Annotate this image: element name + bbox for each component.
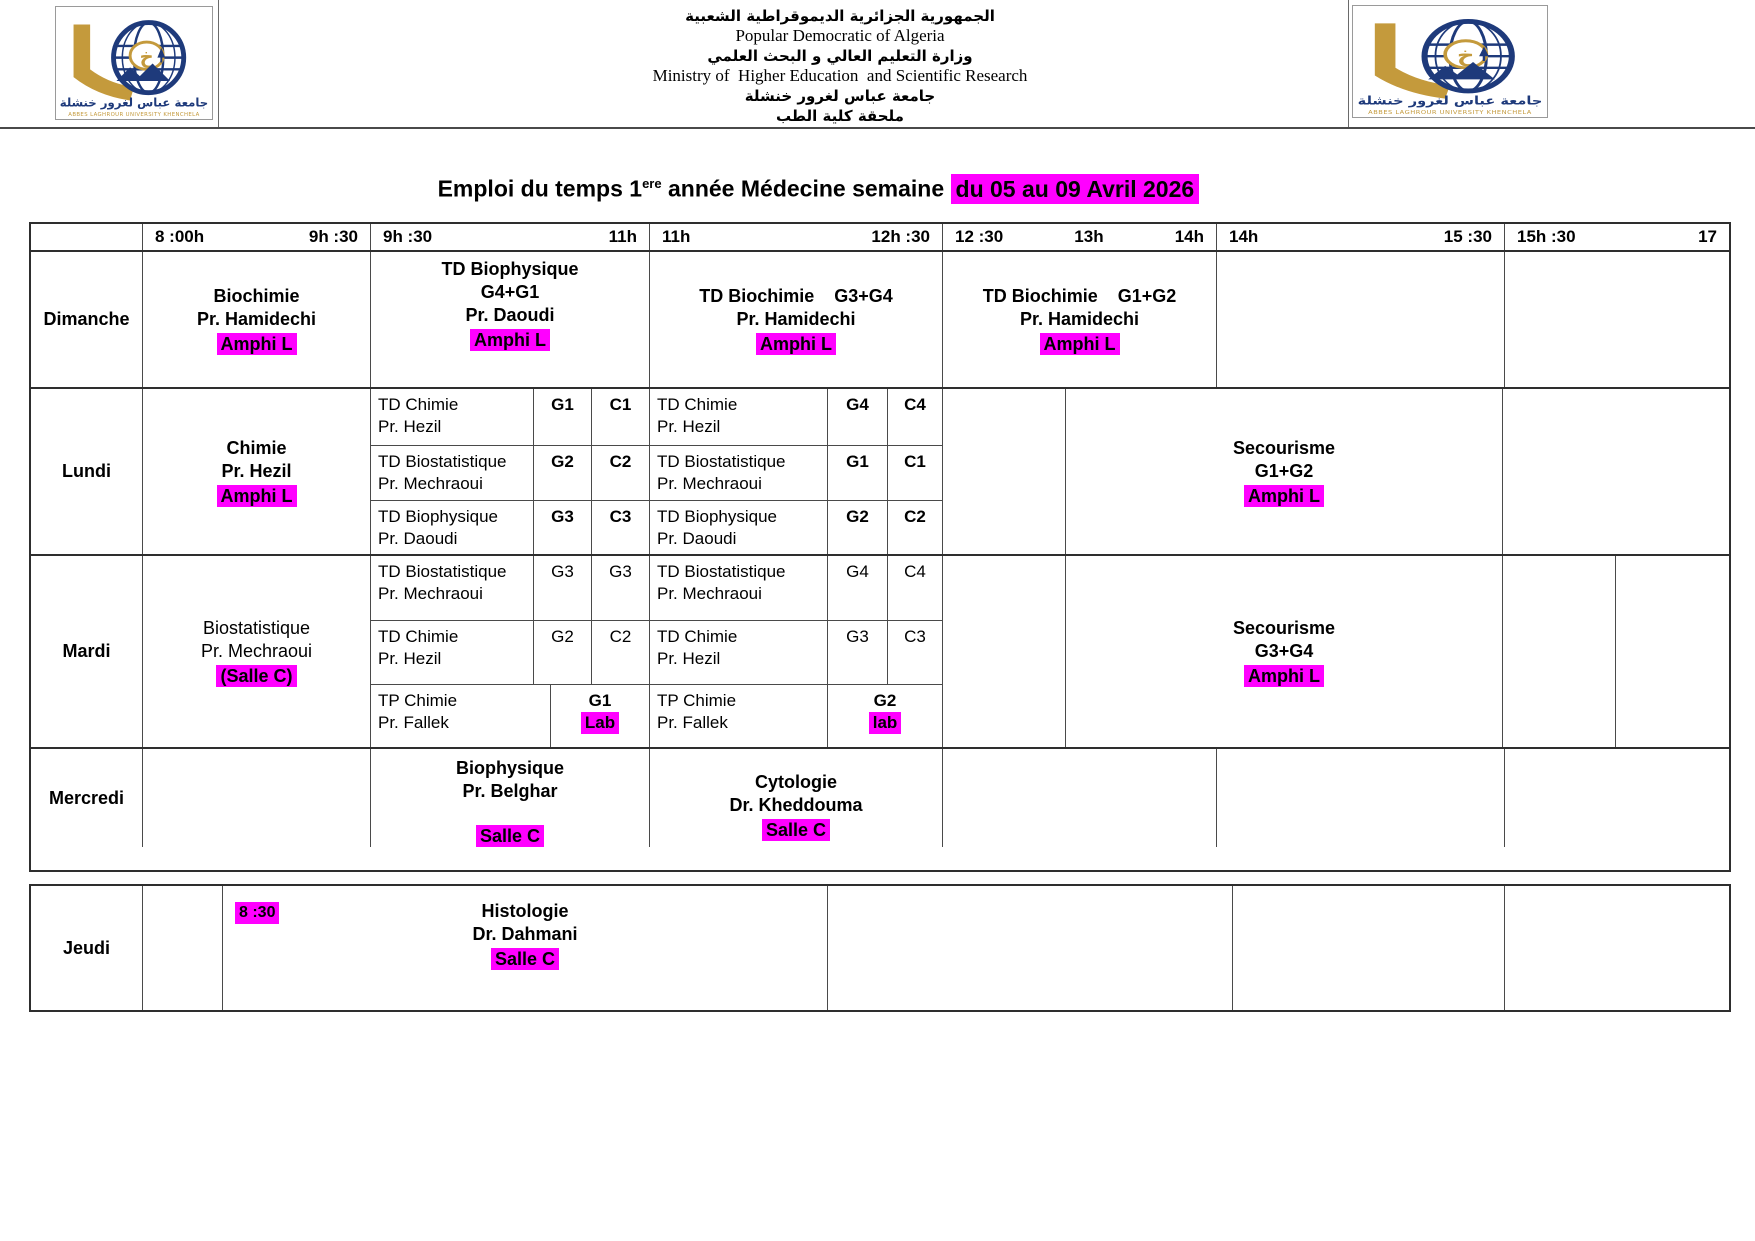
empty-cell [1502, 556, 1615, 747]
course-cell-secourisme-g3g4: Secourisme G3+G4 Amphi L [1065, 556, 1502, 747]
day-label-dimanche: Dimanche [43, 309, 130, 329]
tp-row: TP Chimie Pr. Fallek G1 Lab [371, 684, 649, 747]
day-row-jeudi [31, 886, 1729, 1010]
time-header-corner [31, 224, 142, 250]
salle-cell: C3 [887, 621, 942, 684]
empty-cell [942, 749, 1216, 847]
title-superscript: ere [642, 176, 662, 191]
logo-kha-glyph: خ [1457, 45, 1475, 68]
room-badge: Amphi L [470, 329, 550, 351]
salle-cell: C3 [591, 501, 649, 554]
td-row: TD Chimie Pr. Hezil G2 C2 [371, 620, 649, 684]
td-subtable-mardi-slot3 [649, 556, 942, 747]
salle-cell: G3 [591, 556, 649, 620]
room-badge: Amphi L [756, 333, 836, 355]
td-row: TD Biophysique Pr. Daoudi G3 C3 [371, 500, 649, 554]
title-date-highlight: du 05 au 09 Avril 2026 [951, 174, 1200, 204]
td-subtable-mardi-slot2 [370, 556, 649, 747]
day-row-mardi [31, 554, 1729, 747]
time-header-slot5: 14h 15 :30 [1216, 224, 1504, 250]
title-tail: année Médecine semaine [661, 175, 951, 202]
room-badge: Amphi L [217, 333, 297, 355]
course-cell-histologie: 8 :30 Histologie Dr. Dahmani Salle C [222, 886, 827, 1010]
td-row: TD Biostatistique Pr. Mechraoui G1 C1 [650, 445, 942, 500]
salle-cell: C2 [591, 446, 649, 500]
course-cell-td-biochimie-g3g4: TD Biochimie G3+G4 Pr. Hamidechi Amphi L [649, 252, 942, 387]
start-time-badge: 8 :30 [235, 902, 279, 924]
group-cell: G2 [533, 621, 591, 684]
day-row-lundi [31, 387, 1729, 554]
title-lead: Emploi du temps 1 [437, 175, 643, 202]
header-divider-right [1348, 0, 1349, 127]
room-badge: Amphi L [1244, 665, 1324, 687]
logo-arabic-caption: جامعة عباس لغرور خنشلة [59, 95, 209, 110]
timetable-jeudi [29, 884, 1731, 1012]
course-cell-secourisme-g1g2: Secourisme G1+G2 Amphi L [1065, 389, 1502, 554]
header-line-en-ministry: Ministry of Higher Education and Scientific Research [652, 66, 1028, 85]
day-label-mardi: Mardi [62, 641, 111, 661]
header-line-ar-republic: الجمهورية الجزائرية الديموقراطية الشعبية [685, 7, 995, 25]
tp-group-cell: G1 Lab [550, 685, 649, 747]
group-cell: G3 [533, 556, 591, 620]
time-header-slot3: 11h 12h :30 [649, 224, 942, 250]
room-badge: Amphi L [217, 485, 297, 507]
group-cell: G3 [827, 621, 887, 684]
lab-badge: Lab [581, 712, 619, 734]
room-badge: Salle C [476, 825, 544, 847]
td-row: TD Chimie Pr. Hezil G3 C3 [650, 620, 942, 684]
time-header-slot1: 8 :00h 9h :30 [142, 224, 370, 250]
time-header-slot2: 9h :30 11h [370, 224, 649, 250]
room-badge: Salle C [491, 948, 559, 970]
empty-cell [1615, 556, 1729, 747]
header-divider-left [218, 0, 219, 127]
day-label-mercredi: Mercredi [48, 787, 125, 808]
td-row: TD Biophysique Pr. Daoudi G2 C2 [650, 500, 942, 554]
empty-cell [1216, 252, 1504, 387]
timetable [29, 222, 1731, 872]
header-bottom-rule [0, 127, 1755, 129]
tp-group-cell: G2 lab [827, 685, 942, 747]
logo-arabic-caption: جامعة عباس لغرور خنشلة [1357, 94, 1543, 108]
logo-english-caption: ABBES LAGHROUR UNIVERSITY KHENCHELA [1368, 109, 1532, 116]
course-cell-biophysique: Biophysique Pr. Belghar Salle C [370, 749, 649, 847]
td-row: TD Biostatistique Pr. Mechraoui G3 G3 [371, 556, 649, 620]
room-badge: Salle C [762, 819, 830, 841]
time-header-slot4: 12 :30 13h 14h [942, 224, 1216, 250]
course-cell-cytologie: Cytologie Dr. Kheddouma Salle C [649, 749, 942, 847]
empty-cell [942, 389, 1065, 554]
empty-cell [1216, 749, 1504, 847]
course-cell-biostatistique: Biostatistique Pr. Mechraoui (Salle C) [142, 556, 370, 747]
empty-cell [1502, 389, 1729, 554]
tp-row: TP Chimie Pr. Fallek G2 lab [650, 684, 942, 747]
room-badge: (Salle C) [216, 665, 296, 687]
room-badge: Amphi L [1244, 485, 1324, 507]
salle-cell: C4 [887, 556, 942, 620]
td-subtable-lundi-slot2 [370, 389, 649, 554]
salle-cell: C1 [591, 389, 649, 445]
salle-cell: C1 [887, 446, 942, 500]
time-header-row [31, 224, 1729, 250]
td-subtable-lundi-slot3 [649, 389, 942, 554]
header-line-ar-ministry: وزارة التعليم العالي و البحث العلمي [707, 47, 973, 65]
day-label-jeudi: Jeudi [62, 937, 110, 958]
salle-cell: C2 [887, 501, 942, 554]
group-cell: G4 [827, 556, 887, 620]
header-line-en-republic: Popular Democratic of Algeria [735, 26, 945, 45]
empty-cell [142, 886, 222, 1010]
day-row-dimanche [31, 250, 1729, 387]
td-row: TD Biostatistique Pr. Mechraoui G4 C4 [650, 556, 942, 620]
salle-cell: C2 [591, 621, 649, 684]
td-row: TD Biostatistique Pr. Mechraoui G2 C2 [371, 445, 649, 500]
td-row: TD Chimie Pr. Hezil G1 C1 [371, 389, 649, 445]
group-cell: G4 [827, 389, 887, 445]
header-line-ar-faculty: ملحقة كلية الطب [776, 107, 904, 125]
td-row: TD Chimie Pr. Hezil G4 C4 [650, 389, 942, 445]
empty-cell [1504, 749, 1729, 847]
group-cell: G1 [533, 389, 591, 445]
course-cell-biochimie: Biochimie Pr. Hamidechi Amphi L [142, 252, 370, 387]
group-cell: G2 [827, 501, 887, 554]
empty-cell [142, 749, 370, 847]
header-text-block [0, 6, 1680, 126]
salle-cell: C4 [887, 389, 942, 445]
empty-cell [1504, 886, 1729, 1010]
course-cell-chimie: Chimie Pr. Hezil Amphi L [142, 389, 370, 554]
course-cell-td-biophysique: TD Biophysique G4+G1 Pr. Daoudi Amphi L [370, 252, 649, 387]
empty-cell [827, 886, 1232, 1010]
empty-cell [942, 556, 1065, 747]
document-title [0, 130, 1624, 202]
logo-kha-glyph: خ [139, 45, 154, 69]
group-cell: G3 [533, 501, 591, 554]
course-cell-td-biochimie-g1g2: TD Biochimie G1+G2 Pr. Hamidechi Amphi L [942, 252, 1216, 387]
lab-badge: lab [869, 712, 902, 734]
empty-cell [1232, 886, 1504, 1010]
logo-english-caption: ABBES LAGHROUR UNIVERSITY KHENCHELA [68, 112, 200, 119]
room-badge: Amphi L [1040, 333, 1120, 355]
header-line-ar-university: جامعة عباس لغرور خنشلة [744, 87, 936, 105]
day-label-lundi: Lundi [62, 461, 111, 481]
group-cell: G2 [533, 446, 591, 500]
empty-cell [1504, 252, 1729, 387]
time-header-slot6: 15h :30 17 [1504, 224, 1729, 250]
group-cell: G1 [827, 446, 887, 500]
day-row-mercredi [31, 747, 1729, 847]
